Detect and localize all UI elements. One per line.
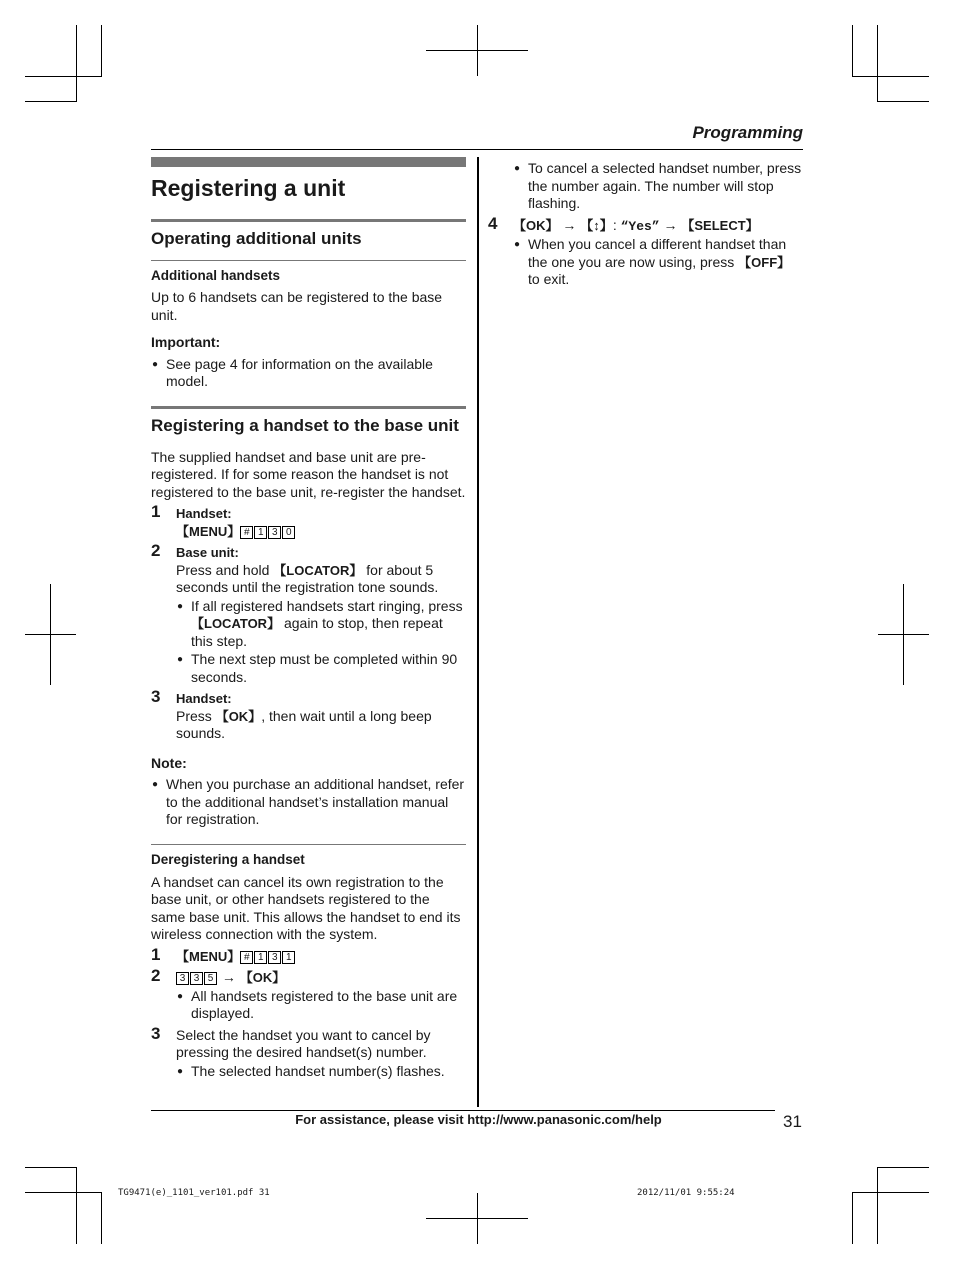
step-label: Handset:	[176, 506, 232, 521]
crop-mark	[877, 1167, 878, 1244]
key-box: 3	[268, 526, 281, 539]
step-number: 4	[488, 213, 498, 233]
key-box: 3	[268, 951, 281, 964]
crop-mark	[76, 1167, 77, 1244]
step-label: Handset:	[176, 691, 232, 706]
key-box: 1	[254, 526, 267, 539]
page-number: 31	[783, 1112, 802, 1131]
header-rule	[151, 149, 803, 150]
crop-mark	[877, 1167, 929, 1168]
colon: :	[612, 216, 621, 233]
key-box: 1	[254, 951, 267, 964]
step-number: 1	[151, 944, 161, 964]
right-column	[488, 160, 803, 289]
registration-mark	[477, 25, 478, 76]
text: Press	[176, 707, 216, 724]
crop-mark	[76, 25, 77, 102]
paragraph: The supplied handset and base unit are pre-registered. If for some reason the handset is not registered to the base unit, re-register the handset.	[151, 448, 466, 500]
heading-operating: Operating additional units	[151, 229, 362, 248]
crop-mark	[852, 1192, 929, 1193]
arrow-icon: →	[663, 216, 678, 233]
paragraph: A handset can cancel its own registration to the base unit, or other handsets registered to the same base unit. This allows the handset to end its wireless connection with the system.	[151, 873, 461, 942]
key-box: 0	[282, 526, 295, 539]
select-key: 【SELECT】	[681, 217, 759, 233]
step-3-continued	[488, 160, 803, 213]
registration-mark	[477, 1193, 478, 1244]
crop-mark	[101, 25, 102, 77]
bullet-item: ● To cancel a selected handset number, press the number again. The number will stop flashing.	[513, 160, 803, 213]
key-sequence	[513, 217, 803, 236]
step-2	[151, 966, 466, 1023]
step-1	[151, 502, 466, 540]
key-box: 5	[204, 972, 217, 985]
locator-key: 【LOCATOR】	[273, 562, 363, 578]
bullet-item: ● When you purchase an additional handset, refer to the additional handset’s installation manual for registration.	[151, 776, 466, 829]
off-key: 【OFF】	[738, 254, 791, 270]
key-box: 3	[190, 972, 203, 985]
step-4	[488, 213, 803, 289]
heading-registering: Registering a handset to the base unit	[151, 415, 459, 435]
footer-assistance: For assistance, please visit http://www.panasonic.com/help	[295, 1112, 662, 1127]
subsection-rule	[151, 844, 466, 845]
arrow-icon: →	[221, 969, 236, 985]
key-box: 1	[282, 951, 295, 964]
bullet-item: ● The selected handset number(s) flashes.	[176, 1063, 466, 1081]
registration-mark	[50, 584, 51, 685]
text: When you cancel a different handset than the one you are now using, press	[528, 236, 787, 270]
key-box: #	[240, 526, 253, 539]
menu-key: 【MENU】	[176, 523, 241, 539]
page-title: Registering a unit	[151, 175, 346, 201]
crop-mark	[852, 25, 853, 77]
step-number: 2	[151, 966, 161, 985]
note-label: Note:	[151, 754, 187, 771]
crop-mark	[877, 25, 878, 102]
key-sequence	[176, 969, 466, 987]
ok-key: 【OK】	[513, 217, 559, 233]
column-divider	[477, 157, 479, 1107]
step-2	[151, 541, 466, 686]
footer-rule	[151, 1110, 775, 1111]
section-header: Programming	[692, 123, 803, 142]
important-label: Important:	[151, 334, 221, 350]
text: Press and hold	[176, 561, 274, 578]
section-rule	[151, 406, 466, 409]
step-3	[151, 687, 466, 743]
bullet-item: ● See page 4 for information on the available model.	[151, 356, 466, 391]
key-sequence	[176, 948, 466, 966]
text: for about 5 seconds until the registration tone sounds.	[176, 561, 439, 595]
section-rule	[151, 219, 466, 222]
crop-mark	[25, 76, 101, 77]
registration-mark	[903, 584, 904, 685]
step-number: 3	[151, 687, 161, 706]
print-file-info: TG9471(e)_1101_ver101.pdf 31	[118, 1188, 270, 1198]
title-bar	[151, 157, 466, 167]
step-number: 3	[151, 1023, 161, 1043]
step-number: 2	[151, 541, 161, 560]
menu-key: 【MENU】	[176, 948, 241, 964]
step-number: 1	[151, 502, 161, 521]
arrow-icon: →	[562, 216, 577, 233]
crop-mark	[25, 1192, 101, 1193]
step-1	[151, 944, 466, 966]
left-column	[151, 157, 466, 1080]
bullet-item: ● All handsets registered to the base unit are displayed.	[176, 988, 466, 1023]
crop-mark	[852, 76, 929, 77]
text: If all registered handsets start ringing, press	[191, 597, 463, 614]
display-option-yes: “Yes”	[620, 218, 660, 234]
text: , then wait until a long beep sounds.	[176, 707, 432, 741]
crop-mark	[877, 101, 929, 102]
bullet-item: ● The next step must be completed within 90 seconds.	[176, 651, 466, 686]
step-text: Select the handset you want to cancel by pressing the desired handset(s) number.	[176, 1026, 431, 1060]
navigator-key-icon: 【↕】	[580, 217, 613, 233]
step-3	[151, 1023, 466, 1081]
locator-key: 【LOCATOR】	[191, 616, 281, 631]
crop-mark	[25, 101, 77, 102]
step-text	[176, 562, 466, 597]
crop-mark	[101, 1192, 102, 1244]
ok-key: 【OK】	[239, 970, 286, 985]
subheading-deregistering: Deregistering a handset	[151, 851, 305, 867]
crop-mark	[852, 1192, 853, 1244]
subheading-additional-handsets: Additional handsets	[151, 268, 281, 283]
key-box: 3	[176, 972, 189, 985]
bullet-item	[513, 236, 803, 289]
key-sequence	[176, 523, 466, 541]
text: again to stop, then repeat this step.	[191, 615, 443, 649]
bullet-item	[176, 598, 466, 651]
key-box: #	[240, 951, 253, 964]
subsection-rule	[151, 260, 466, 261]
step-text	[176, 708, 466, 743]
paragraph: Up to 6 handsets can be registered to the base unit.	[151, 289, 443, 323]
ok-key: 【OK】	[215, 708, 262, 724]
crop-mark	[25, 1167, 77, 1168]
print-datetime: 2012/11/01 9:55:24	[637, 1188, 735, 1198]
text: to exit.	[528, 271, 570, 287]
step-label: Base unit:	[176, 545, 239, 560]
